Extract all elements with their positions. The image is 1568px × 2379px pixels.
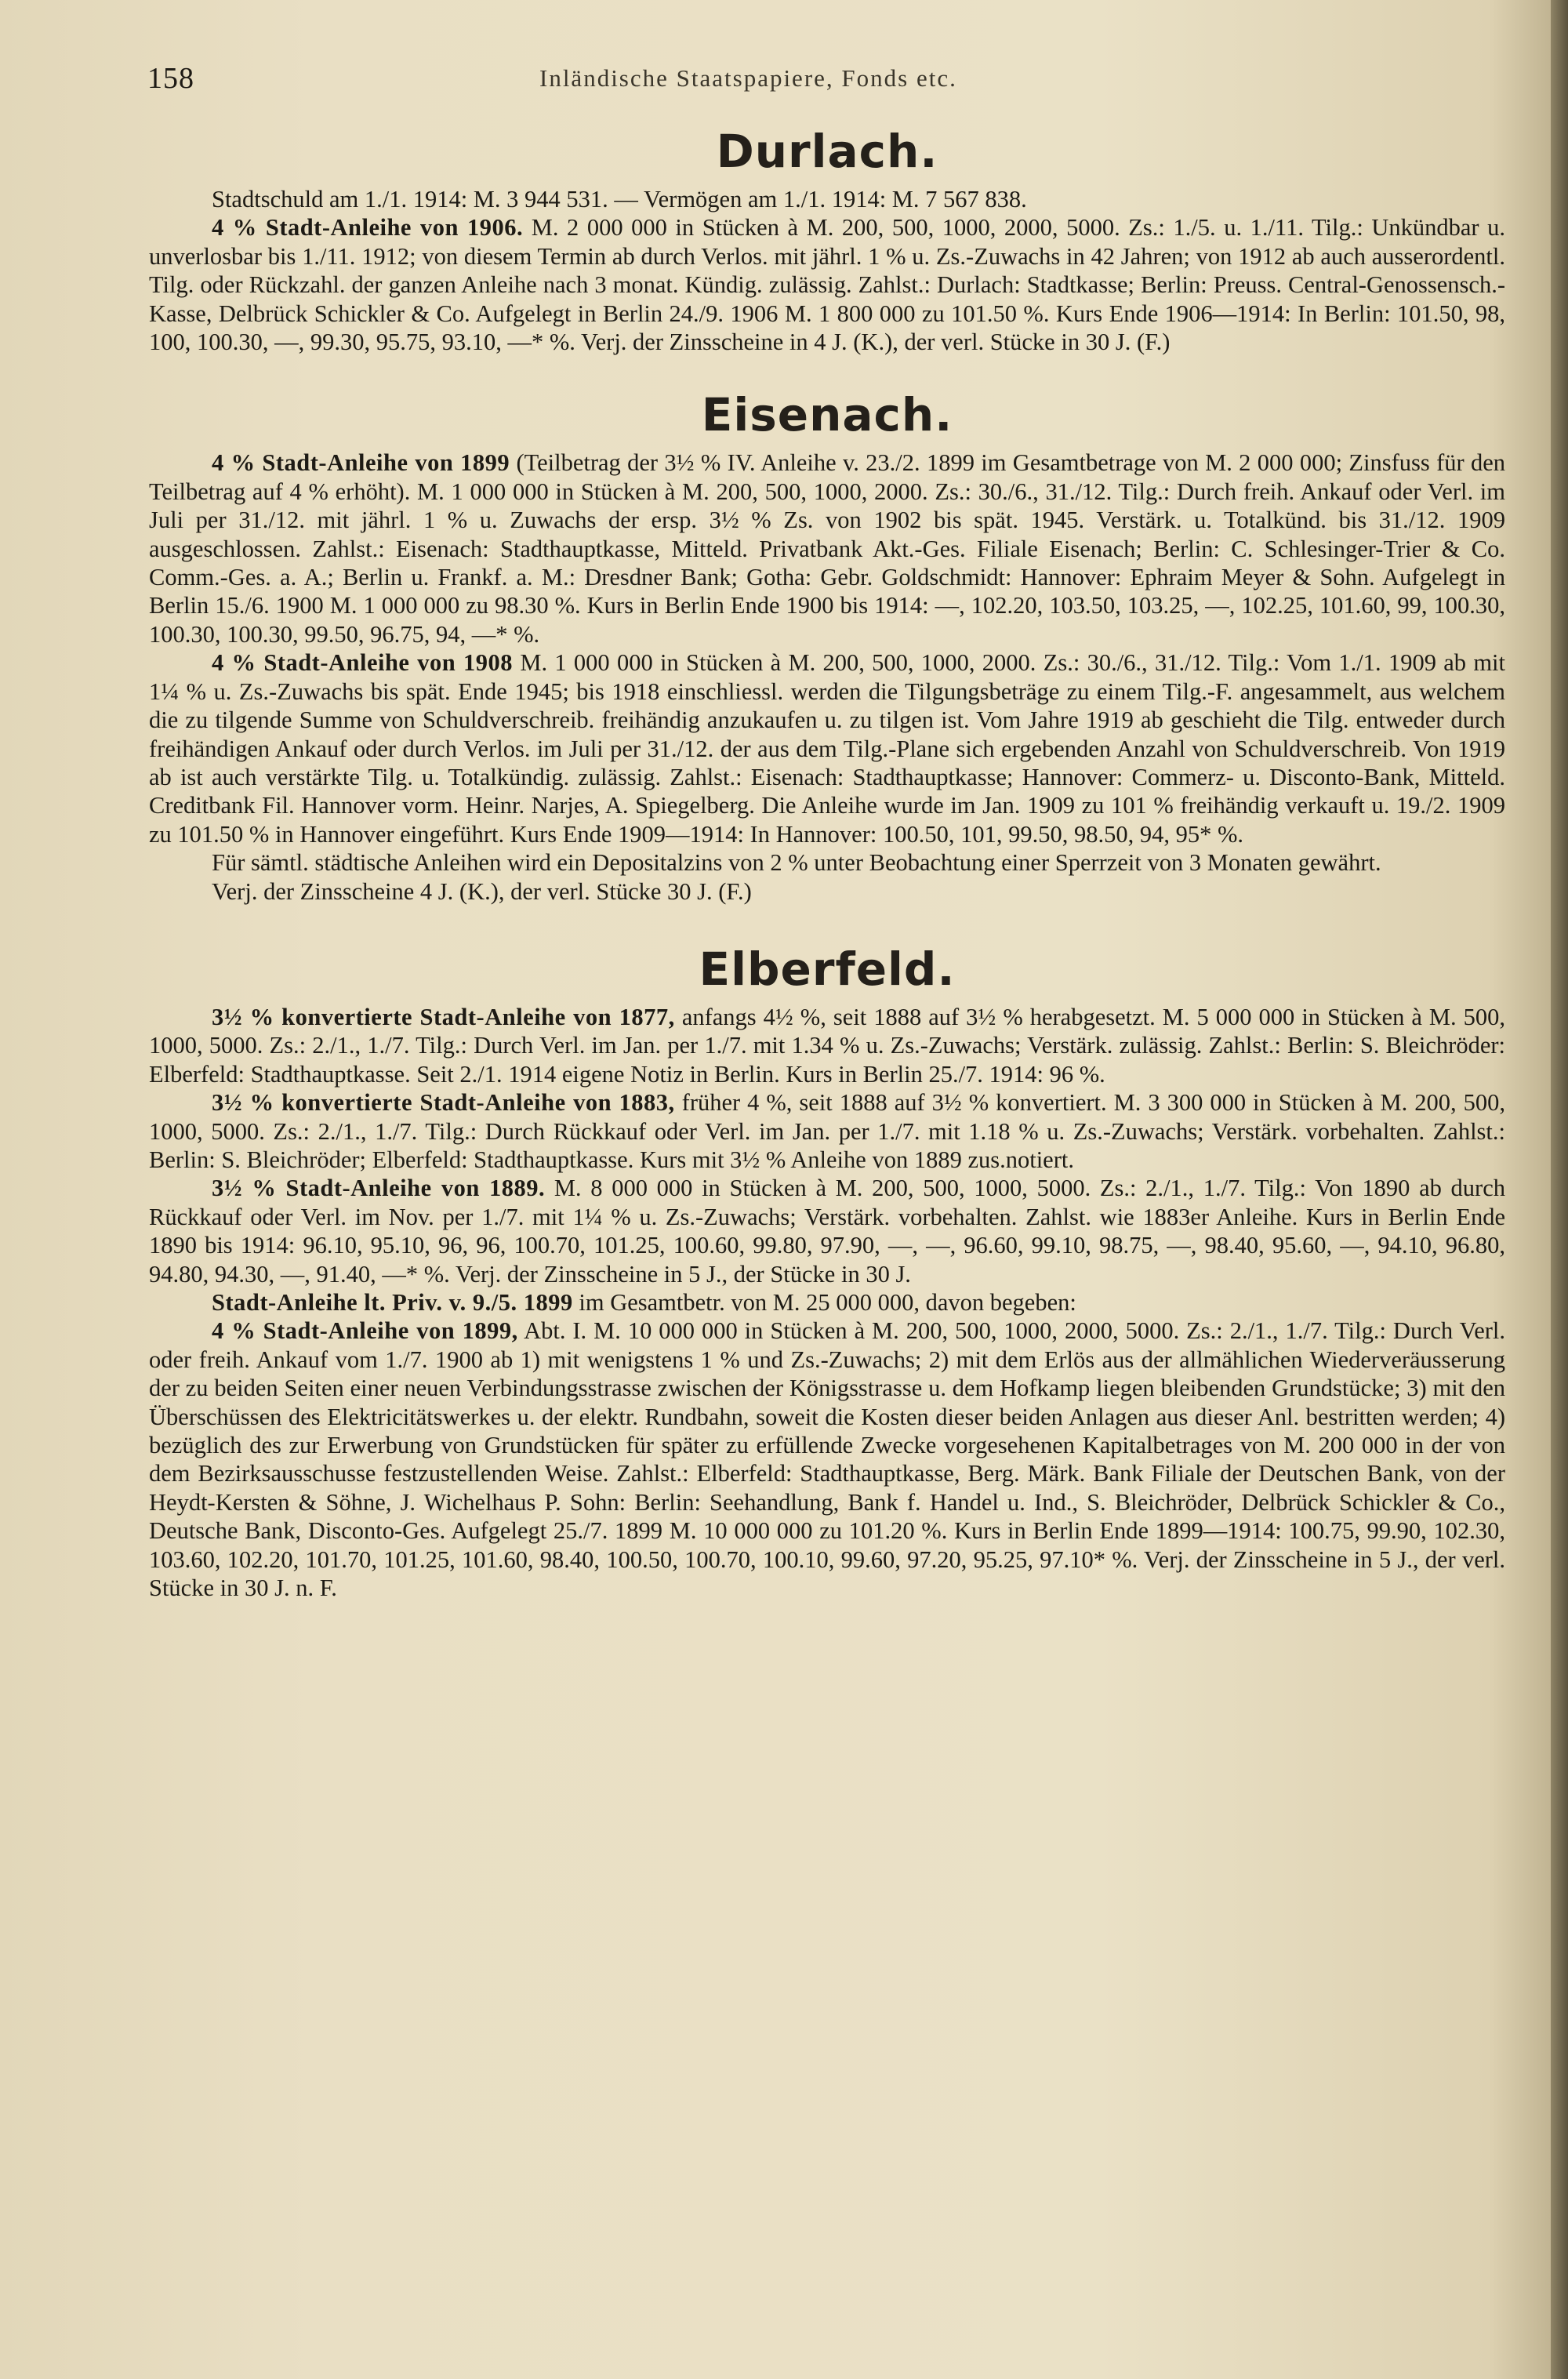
elberfeld-privilege-1899-title: Stadt-Anleihe lt. Priv. v. 9./5. 1899 (212, 1289, 573, 1316)
elberfeld-loan-1883-text: früher 4 %, seit 1888 auf 3½ % konvertiert. M. 3 300 000 in Stücken à M. 200, 500, 1000, 5000. Zs.: 2./1., 1./7. Tilg.: Durch Rückkauf oder Verl. im Jan. per 1./7. mit 1.18 % u. Zs.-Zuwachs; Verstärk. vorbehalten. Zahlst.: Berlin: S. Bleichröder; Elberfeld: Stadthauptkasse. Kurs mit 3½ % Anleihe von 1889 zus.notiert. (149, 1089, 1506, 1173)
eisenach-deposit-note (149, 848, 1505, 877)
elberfeld-loan-1883-title: 3½ % konvertierte Stadt-Anleihe von 1883, (212, 1089, 675, 1117)
durlach-debt-summary (149, 185, 1505, 213)
elberfeld-loan-1899 (149, 1317, 1505, 1602)
elberfeld-loan-1889-title: 3½ % Stadt-Anleihe von 1889. (212, 1175, 546, 1202)
running-title: Inländische Staatspapiere, Fonds etc. (539, 64, 957, 92)
elberfeld-loan-1877-text: anfangs 4½ %, seit 1888 auf 3½ % herabgesetzt. M. 5 000 000 in Stücken à M. 500, 1000, 5000. Zs.: 2./1., 1./7. Tilg.: Durch Verl. im Jan. per 1./7. mit 1.34 % u. Zs.-Zuwachs; Verstärk. zulässig. Zahlst.: Berlin: S. Bleichröder: Elberfeld: Stadthauptkasse. Seit 2./1. 1914 eigene Notiz in Berlin. Kurs in Berlin 25./7. 1914: 96 %. (149, 1003, 1506, 1088)
page-edge (1551, 0, 1568, 2379)
heading-elberfeld: Elberfeld. (699, 942, 956, 996)
running-header (147, 61, 1521, 100)
eisenach-loan-1908-title: 4 % Stadt-Anleihe von 1908 (212, 649, 514, 677)
elberfeld-loan-1889-text: M. 8 000 000 in Stücken à M. 200, 500, 1000, 5000. Zs.: 2./1., 1./7. Tilg.: Von 1890 ab durch Rückkauf oder Verl. im Nov. per 1./7. mit 1¼ % u. Zs.-Zuwachs; Verstärk. vorbehalten. Zahlst. wie 1883er Anleihe. Kurs in Berlin Ende 1890 bis 1914: 96.10, 95.10, 96, 96, 100.70, 101.25, 100.60, 99.80, 97.90, —, —, 96.60, 99.10, 98.75, —, 98.40, 95.60, —, 94.10, 96.80, 94.80, 94.30, —, 91.40, —* %. Verj. der Zinsscheine in 5 J., der Stücke in 30 J. (149, 1175, 1505, 1288)
eisenach-deposit-text: Für sämtl. städtische Anleihen wird ein Depositalzins von 2 % unter Beobachtung einer Sperrzeit von 3 Monaten gewährt. (212, 849, 1381, 877)
heading-eisenach: Eisenach. (701, 388, 953, 442)
elberfeld-loan-1883 (149, 1088, 1505, 1174)
elberfeld-loan-1899-text: Abt. I. M. 10 000 000 in Stücken à M. 200, 500, 1000, 2000, 5000. Zs.: 2./1., 1./7. Tilg.: Durch Verl. oder freih. Ankauf vom 1./7. 1900 ab 1) mit wenigstens 1 % und Zs.-Zuwachs; 2) mit dem Erlös aus der allmählichen Wiederveräusserung der zu beiden Seiten einer neuen Verbindungsstrasse zwischen der Königsstrasse u. dem Hofkamp liegen bleibenden Grundstücke; 3) mit den Überschüssen des Elektricitätswerkes u. der elektr. Rundbahn, soweit die Kosten dieser beiden Anlagen aus dieser Anl. bestritten werden; 4) bezüglich des zur Erwerbung von Grundstücken für später zu erfüllende Zwecke vorgesehenen Kapitalbetrages von M. 200 000 in der von dem Bezirksausschusse festzustellenden Weise. Zahlst.: Elberfeld: Stadthauptkasse, Berg. Märk. Bank Filiale der Deutschen Bank, von der Heydt-Kersten & Söhne, J. Wichelhaus P. Sohn: Berlin: Seehandlung, Bank f. Handel u. Ind., S. Bleichröder, Delbrück Schickler & Co., Deutsche Bank, Disconto-Ges. Aufgelegt 25./7. 1899 M. 10 000 000 zu 101.20 %. Kurs in Berlin Ende 1899—1914: 100.75, 99.90, 102.30, 103.60, 102.20, 101.70, 101.25, 101.60, 98.40, 100.50, 100.70, 100.10, 99.60, 97.20, 95.25, 97.10* %. Verj. der Zinsscheine in 5 J., der verl. Stücke in 30 J. n. F. (149, 1317, 1505, 1602)
elberfeld-loan-1877 (149, 1003, 1505, 1088)
elberfeld-loan-1899-title: 4 % Stadt-Anleihe von 1899, (212, 1317, 518, 1345)
elberfeld-privilege-1899-text: im Gesamtbetr. von M. 25 000 000, davon begeben: (579, 1289, 1076, 1316)
eisenach-limitation-note (149, 877, 1505, 906)
eisenach-loan-1899-title: 4 % Stadt-Anleihe von 1899 (212, 449, 510, 477)
page-number: 158 (147, 62, 194, 95)
elberfeld-loan-1889 (149, 1174, 1505, 1288)
elberfeld-loan-1877-title: 3½ % konvertierte Stadt-Anleihe von 1877, (212, 1003, 675, 1030)
eisenach-limitation-text: Verj. der Zinsscheine 4 J. (K.), der verl. Stücke 30 J. (F.) (212, 877, 752, 905)
elberfeld-privilege-1899 (149, 1288, 1505, 1317)
eisenach-loan-1899-text: (Teilbetrag der 3½ % IV. Anleihe v. 23./2. 1899 im Gesamtbetrage von M. 2 000 000; Zinsfuss für den Teilbetrag auf 4 % erhöht). M. 1 000 000 in Stücken à M. 200, 500, 1000, 2000. Zs.: 30./6., 31./12. Tilg.: Durch freih. Ankauf oder Verl. im Juli per 31./12. mit jährl. 1 % u. Zuwachs der ersp. 3½ % Zs. von 1902 bis spät. 1945. Verstärk. u. Totalkünd. bis 31./12. 1909 ausgeschlossen. Zahlst.: Eisenach: Stadthauptkasse, Mitteld. Privatbank Akt.-Ges. Filiale Eisenach; Berlin: C. Schlesinger-Trier & Co. Comm.-Ges. a. A.; Berlin u. Frankf. a. M.: Dresdner Bank; Gotha: Gebr. Goldschmidt: Hannover: Ephraim Meyer & Sohn. Aufgelegt in Berlin 15./6. 1900 M. 1 000 000 zu 98.30 %. Kurs in Berlin Ende 1900 bis 1914: —, 102.20, 103.50, 103.25, —, 102.25, 101.60, 99, 100.30, 100.30, 100.30, 99.50, 96.75, 94, —* %. (149, 449, 1505, 648)
eisenach-loan-1908 (149, 648, 1505, 848)
heading-durlach: Durlach. (716, 125, 938, 178)
eisenach-loan-1908-text: M. 1 000 000 in Stücken à M. 200, 500, 1000, 2000. Zs.: 30./6., 31./12. Tilg.: Vom 1./1. 1909 ab mit 1¼ % u. Zs.-Zuwachs bis spät. Ende 1945; bis 1918 einschliessl. werden die Tilgungsbeträge zu einem Tilg.-F. angesammelt, aus welchem die zu tilgende Summe von Schuldverschreib. freihändig anzukaufen u. zu tilgen ist. Vom Jahre 1919 ab geschieht die Tilg. entweder durch freihändigen Ankauf oder durch Verlos. im Juli per 31./12. der aus dem Tilg.-Plane sich ergebenden Anzahl von Schuldverschreib. Von 1919 ab ist auch verstärkte Tilg. u. Totalkündig. zulässig. Zahlst.: Eisenach: Stadthauptkasse; Hannover: Commerz- u. Disconto-Bank, Mitteld. Creditbank Fil. Hannover vorm. Heinr. Narjes, A. Spiegelberg. Die Anleihe wurde im Jan. 1909 zu 101 % freihändig verkauft u. 19./2. 1909 zu 101.50 % in Hannover eingeführt. Kurs Ende 1909—1914: In Hannover: 100.50, 101, 99.50, 98.50, 94, 95* %. (149, 649, 1506, 848)
eisenach-loan-1899 (149, 449, 1505, 648)
page-body (149, 125, 1505, 1602)
durlach-loan-1906-text: M. 2 000 000 in Stücken à M. 200, 500, 1000, 2000, 5000. Zs.: 1./5. u. 1./11. Tilg.: Unkündbar u. unverlosbar bis 1./11. 1912; von diesem Termin ab durch Verlos. mit jährl. 1 % u. Zs.-Zuwachs in 42 Jahren; von 1912 ab auch ausserordentl. Tilg. oder Rückzahl. der ganzen Anleihe nach 3 monat. Kündig. zulässig. Zahlst.: Durlach: Stadtkasse; Berlin: Preuss. Central-Genossensch.-Kasse, Delbrück Schickler & Co. Aufgelegt in Berlin 24./9. 1906 M. 1 800 000 zu 101.50 %. Kurs Ende 1906—1914: In Berlin: 101.50, 98, 100, 100.30, —, 99.30, 95.75, 93.10, —* %. Verj. der Zinsscheine in 4 J. (K.), der verl. Stücke in 30 J. (F.) (149, 214, 1506, 356)
durlach-loan-1906-title: 4 % Stadt-Anleihe von 1906. (212, 214, 524, 242)
durlach-loan-1906 (149, 213, 1505, 356)
durlach-debt-text: Stadtschuld am 1./1. 1914: M. 3 944 531. — Vermögen am 1./1. 1914: M. 7 567 838. (212, 186, 1027, 212)
